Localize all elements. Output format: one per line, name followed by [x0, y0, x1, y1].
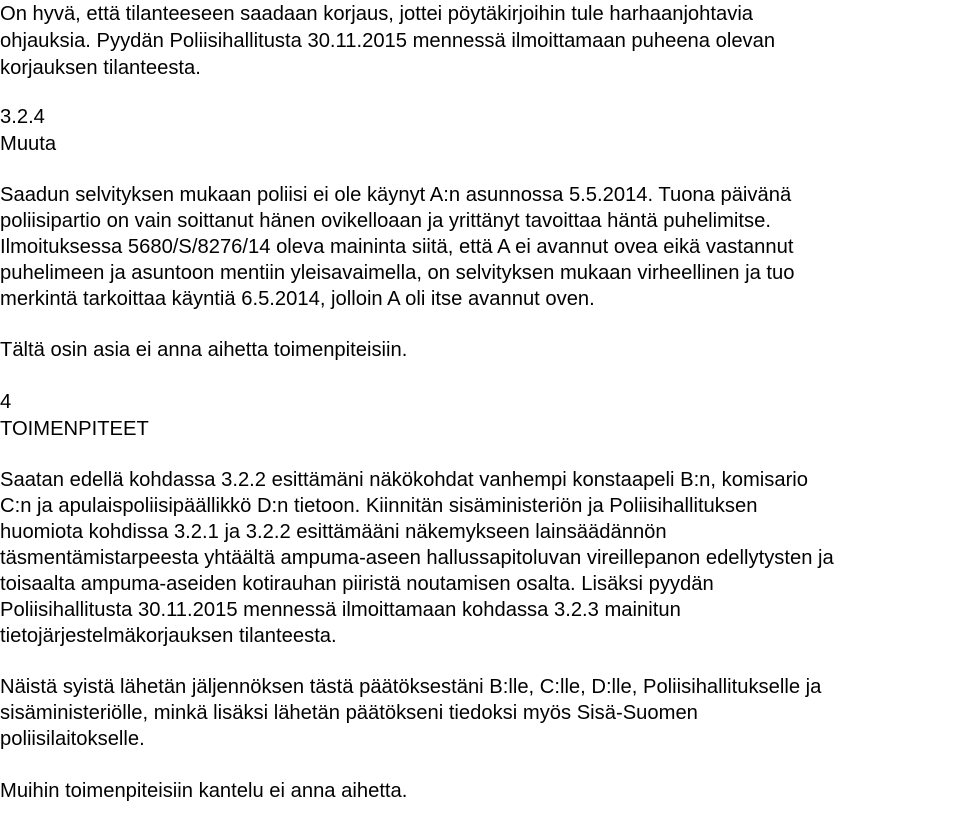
text-line: Muihin toimenpiteisiin kantelu ei anna aihetta. [0, 780, 408, 802]
text-line: Saadun selvityksen mukaan poliisi ei ole käynyt A:n asunnossa 5.5.2014. Tuona päivänä [0, 184, 792, 206]
text-line: toisaalta ampuma-aseiden kotirauhan piiristä noutamisen osalta. Lisäksi pyydän [0, 573, 714, 595]
text-line: poliisipartio on vain soittanut hänen ovikelloaan ja yrittänyt tavoittaa häntä puhelimitse. [0, 210, 771, 232]
section-number: 4 [0, 391, 12, 413]
text-line: Poliisihallitusta 30.11.2015 mennessä ilmoittamaan kohdassa 3.2.3 mainitun [0, 599, 681, 621]
text-line: poliisilaitokselle. [0, 728, 145, 750]
text-line: korjauksen tilanteesta. [0, 57, 201, 79]
text-line: Ilmoituksessa 5680/S/8276/14 oleva maininta siitä, että A ei avannut ovea eikä vastannut [0, 236, 794, 258]
text-line: täsmentämistarpeesta yhtäältä ampuma-aseen hallussapitoluvan vireillepanon edellytysten ja [0, 547, 834, 569]
text-line: merkintä tarkoittaa käyntiä 6.5.2014, jolloin A oli itse avannut oven. [0, 288, 595, 310]
text-line: C:n ja apulaispoliisipäällikkö D:n tietoon. Kiinnitän sisäministeriön ja Poliisihallituksen [0, 495, 758, 517]
text-line: Tältä osin asia ei anna aihetta toimenpiteisiin. [0, 339, 408, 361]
section-number: 3.2.4 [0, 106, 45, 128]
text-line: huomiota kohdissa 3.2.1 ja 3.2.2 esittämääni näkemykseen lainsäädännön [0, 521, 667, 543]
text-line: puhelimeen ja asuntoon mentiin yleisavaimella, on selvityksen mukaan virheellinen ja tuo [0, 262, 795, 284]
section-title: Muuta [0, 133, 57, 155]
text-line: Saatan edellä kohdassa 3.2.2 esittämäni näkökohdat vanhempi konstaapeli B:n, komisario [0, 469, 809, 491]
text-line: ohjauksia. Pyydän Poliisihallitusta 30.11.2015 mennessä ilmoittamaan puheena olevan [0, 30, 776, 52]
section-title: TOIMENPITEET [0, 418, 149, 440]
text-line: Näistä syistä lähetän jäljennöksen tästä päätöksestäni B:lle, C:lle, D:lle, Poliisihallitukselle ja [0, 676, 822, 698]
text-line: On hyvä, että tilanteeseen saadaan korjaus, jottei pöytäkirjoihin tule harhaanjohtavia [0, 3, 754, 25]
text-line: tietojärjestelmäkorjauksen tilanteesta. [0, 625, 337, 647]
text-line: sisäministeriölle, minkä lisäksi lähetän päätökseni tiedoksi myös Sisä-Suomen [0, 702, 698, 724]
